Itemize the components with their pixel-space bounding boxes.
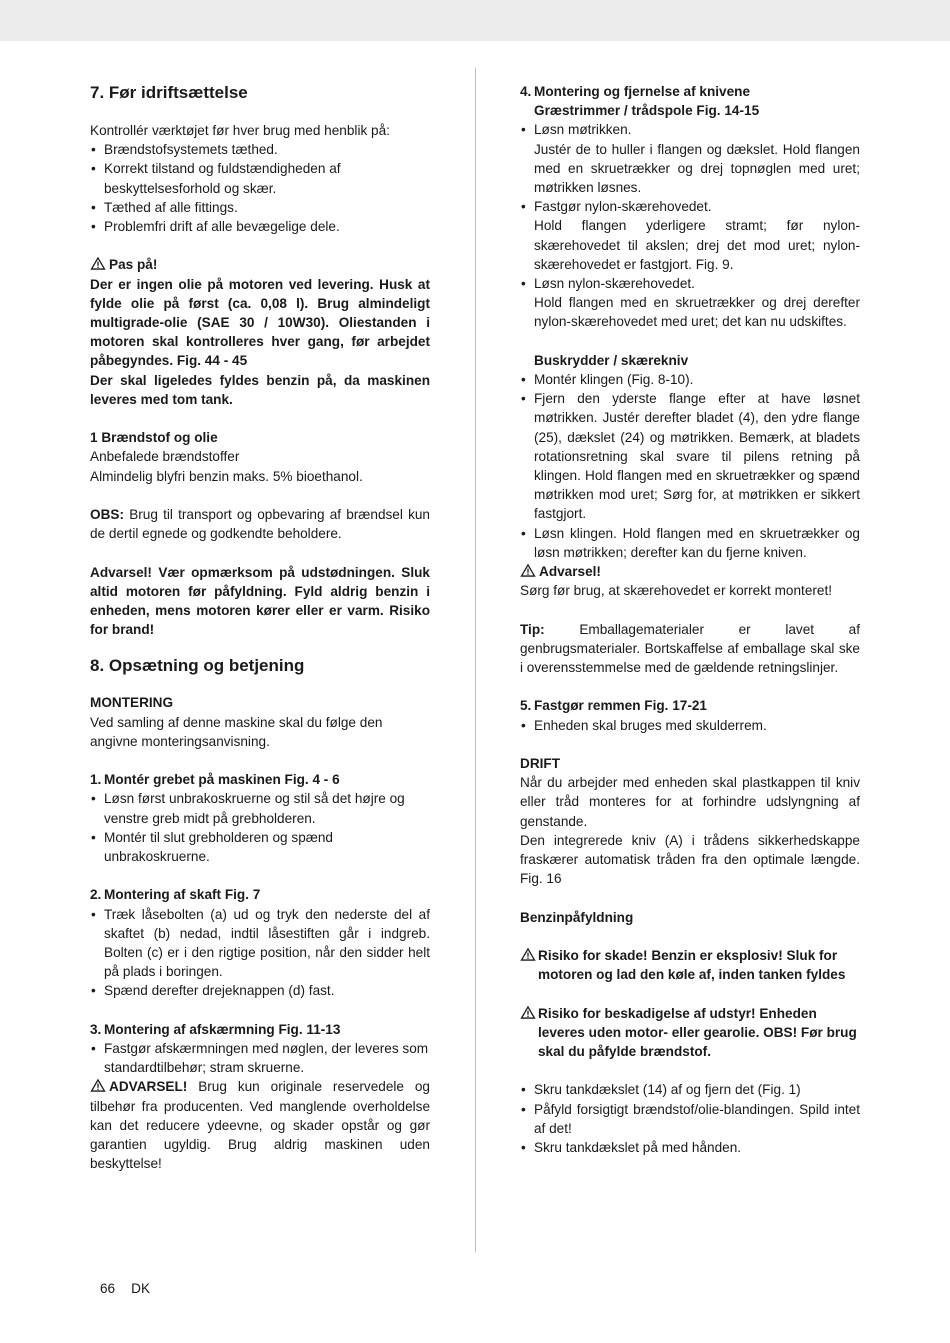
fuel-spec: Almindelig blyfri benzin maks. 5% bioethanol.	[90, 468, 363, 484]
warning-label: Advarsel!	[539, 564, 601, 580]
tip-label: Tip:	[520, 621, 545, 637]
section-8-title: 8. Opsætning og betjening	[90, 656, 305, 676]
step-1-list	[90, 789, 430, 866]
caution-text-2: Der skal ligeledes fyldes benzin på, da maskinen leveres med tom tank.	[90, 372, 430, 407]
list-item: • Tæthed af alle fittings.	[90, 198, 430, 217]
tip-text: Emballagematerialer er lavet af genbrugsmaterialer. Bortskaffelse af emballage skal ske i overensstemmelse med de gældende retningslinjer.	[520, 621, 861, 676]
obs-text: Brug til transport og opbevaring af brændsel kun de dertil egnede og godkendte beholdere.	[90, 507, 430, 542]
step-title: Montering og fjernelse af knivene	[534, 84, 751, 99]
left-column	[90, 82, 430, 1173]
top-bar	[0, 0, 950, 41]
list-item: • Skru tankdækslet på med hånden.	[520, 1138, 860, 1157]
brush-heading: Buskrydder / skærekniv	[534, 352, 689, 368]
brush-warning-text: Sørg før brug, at skærehovedet er korrekt monteret!	[520, 583, 833, 599]
list-item	[520, 120, 860, 197]
brush-warning-heading	[520, 562, 860, 581]
drift-text-2: Den integrerede kniv (A) i trådens sikkerhedskappe fraskærer automatisk tråden fra den optimale længde. Fig. 16	[520, 832, 860, 887]
fuel-recommended: Anbefalede brændstoffer	[90, 449, 240, 465]
list-item: • Montér til slut grebholderen og spænd unbrakoskruerne.	[90, 828, 430, 866]
list-item: • Påfyld forsigtigt brændstof/olie-blandingen. Spild intet af det!	[520, 1100, 860, 1138]
brush-list	[520, 370, 860, 562]
obs-label: OBS:	[90, 507, 124, 523]
list-item: • Montér klingen (Fig. 8-10).	[520, 370, 860, 389]
risk-warning-2	[520, 1004, 860, 1062]
step-4-list	[520, 120, 860, 331]
step-number: 3.	[90, 1021, 102, 1037]
step-number: 5.	[520, 698, 532, 714]
warning-triangle-icon	[90, 1079, 106, 1092]
section-7-title: 7. Før idriftsættelse	[90, 83, 248, 102]
list-item-detail: Hold flangen med en skruetrækker og drej derefter nylon-skærehovedet med uret; det kan nu udskiftes.	[534, 295, 860, 330]
list-item: • Løsn klingen. Hold flangen med en skruetrækker og løsn møtrikken; derefter kan du fjerne kniven.	[520, 524, 860, 562]
list-item-detail: Hold flangen yderligere stramt; før nylon-skærehovedet til akslen; drej det mod uret; nylon-skærehovedet er fastgjort. Fig. 9.	[534, 218, 860, 272]
warning-triangle-icon	[520, 564, 536, 577]
column-divider	[475, 68, 476, 1252]
obs-note	[90, 505, 430, 543]
step-2-heading	[90, 885, 430, 904]
list-item: • Fastgør afskærmningen med nøglen, der leveres som standardtilbehør; stram skruerne.	[90, 1039, 430, 1077]
montering-text: Ved samling af denne maskine skal du følge den angivne monteringsanvisning.	[90, 714, 383, 749]
section-7-intro: Kontrollér værktøjet før hver brug med henblik på:	[90, 123, 390, 138]
warning-triangle-icon	[520, 1006, 536, 1019]
list-item-text: Løsn møtrikken.	[534, 122, 632, 138]
list-item: • Enheden skal bruges med skulderrem.	[520, 716, 860, 735]
risk-text: Risiko for beskadigelse af udstyr! Enheden leveres uden motor- eller gearolie. OBS! Før brug skal du påfylde brændstof.	[538, 1005, 857, 1060]
drift-heading: DRIFT	[520, 756, 561, 772]
fuel-heading: 1 Brændstof og olie	[90, 430, 218, 446]
list-item: • Træk låsebolten (a) ud og tryk den nederste del af skaftet (b) nedad, indtil låsestiften går i indgreb. Bolten (c) er i den rigtige position, når den sidder helt på plads i boringen.	[90, 905, 430, 982]
step-5-heading	[520, 696, 860, 715]
caution-text: Der er ingen olie på motoren ved levering. Husk at fylde olie på først (ca. 0,08 l). Brug almindeligt multigrade-olie (SAE 30 / 10W30). Oliestanden i motoren skal kontrolleres hver gang, før arbejdet påbegyndes. Fig. 44 - 45	[90, 276, 430, 369]
step-2-list	[90, 905, 430, 1001]
caution-label: Pas på!	[109, 257, 158, 273]
montering-heading: MONTERING	[90, 695, 174, 711]
list-item	[520, 274, 860, 332]
warning-triangle-icon	[520, 948, 536, 961]
list-item-text: Løsn nylon-skærehovedet.	[534, 276, 695, 292]
step-5-list	[520, 716, 860, 735]
list-item-detail: Justér de to huller i flangen og dækslet. Hold flangen med en skruetrækker og drej topnøglen med uret; møtrikken løsnes.	[534, 141, 860, 196]
step-number: 2.	[90, 887, 102, 903]
warning-triangle-icon	[90, 257, 106, 270]
list-item: • Korrekt tilstand og fuldstændigheden af beskyttelsesforhold og skær.	[90, 159, 430, 197]
step-number: 1.	[90, 772, 102, 788]
step-1-heading	[90, 770, 430, 789]
step-number: 4.	[520, 84, 532, 99]
step-title: Montér grebet på maskinen Fig. 4 - 6	[104, 772, 340, 788]
list-item-text: Fastgør nylon-skærehovedet.	[534, 199, 712, 215]
fuel-steps-list	[520, 1080, 860, 1157]
list-item: • Fjern den yderste flange efter at have løsnet møtrikken. Justér derefter bladet (4), den ydre flange (25), dækslet (24) og møtrikken. Bemærk, at bladets rotationsretning skal svare til pilens retning på klingen. Hold flangen med en skruetrækker og spænd møtrikken mod uret; Sørg for, at møtrikken er sikkert fastgjort.	[520, 389, 860, 523]
step-3-list	[90, 1039, 430, 1077]
step-3-heading	[90, 1020, 430, 1039]
list-item: • Spænd derefter drejeknappen (d) fast.	[90, 981, 430, 1000]
warning-label: ADVARSEL!	[109, 1079, 188, 1095]
list-item: • Løsn først unbrakoskruerne og stil så det højre og venstre greb midt på grebholderen.	[90, 789, 430, 827]
step-4-subtitle: Græstrimmer / trådspole Fig. 14-15	[534, 103, 760, 119]
step-4-heading	[520, 82, 860, 101]
tip-note	[520, 620, 860, 678]
step-title: Fastgør remmen Fig. 17-21	[534, 698, 707, 714]
page-footer	[100, 1279, 166, 1298]
warning-text: Brug kun originale reservedele og tilbehør fra producenten. Ved manglende overholdelse kan det reducere ydeevne, og skader opstår og gør garantien ugyldig. Brug aldrig maskinen uden beskyttelse!	[90, 1079, 430, 1172]
right-column	[520, 82, 860, 1157]
list-item: • Skru tankdækslet (14) af og fjern det (Fig. 1)	[520, 1080, 860, 1099]
caution-heading	[90, 255, 430, 274]
page-number: 66	[100, 1281, 116, 1296]
benzin-heading: Benzinpåfyldning	[520, 909, 634, 925]
language-code: DK	[131, 1281, 151, 1296]
step-3-warning	[90, 1077, 430, 1173]
drift-text-1: Når du arbejder med enheden skal plastkappen til kniv eller tråd monteres for at forhindre udslyngning af genstande.	[520, 775, 860, 829]
step-title: Montering af skaft Fig. 7	[104, 887, 261, 903]
list-item	[520, 197, 860, 274]
exhaust-warning: Advarsel! Vær opmærksom på udstødningen. Sluk altid motoren før påfyldning. Fyld aldrig benzin i enheden, mens motoren kører eller er varm. Risiko for brand!	[90, 564, 430, 638]
list-item: • Brændstofsystemets tæthed.	[90, 140, 430, 159]
section-7-checklist	[90, 140, 430, 236]
risk-warning-1	[520, 946, 860, 984]
step-title: Montering af afskærmning Fig. 11-13	[104, 1021, 341, 1037]
list-item: • Problemfri drift af alle bevægelige dele.	[90, 217, 430, 236]
risk-text: Risiko for skade! Benzin er eksplosiv! Sluk for motoren og lad den køle af, inden tanken fyldes	[538, 948, 846, 983]
